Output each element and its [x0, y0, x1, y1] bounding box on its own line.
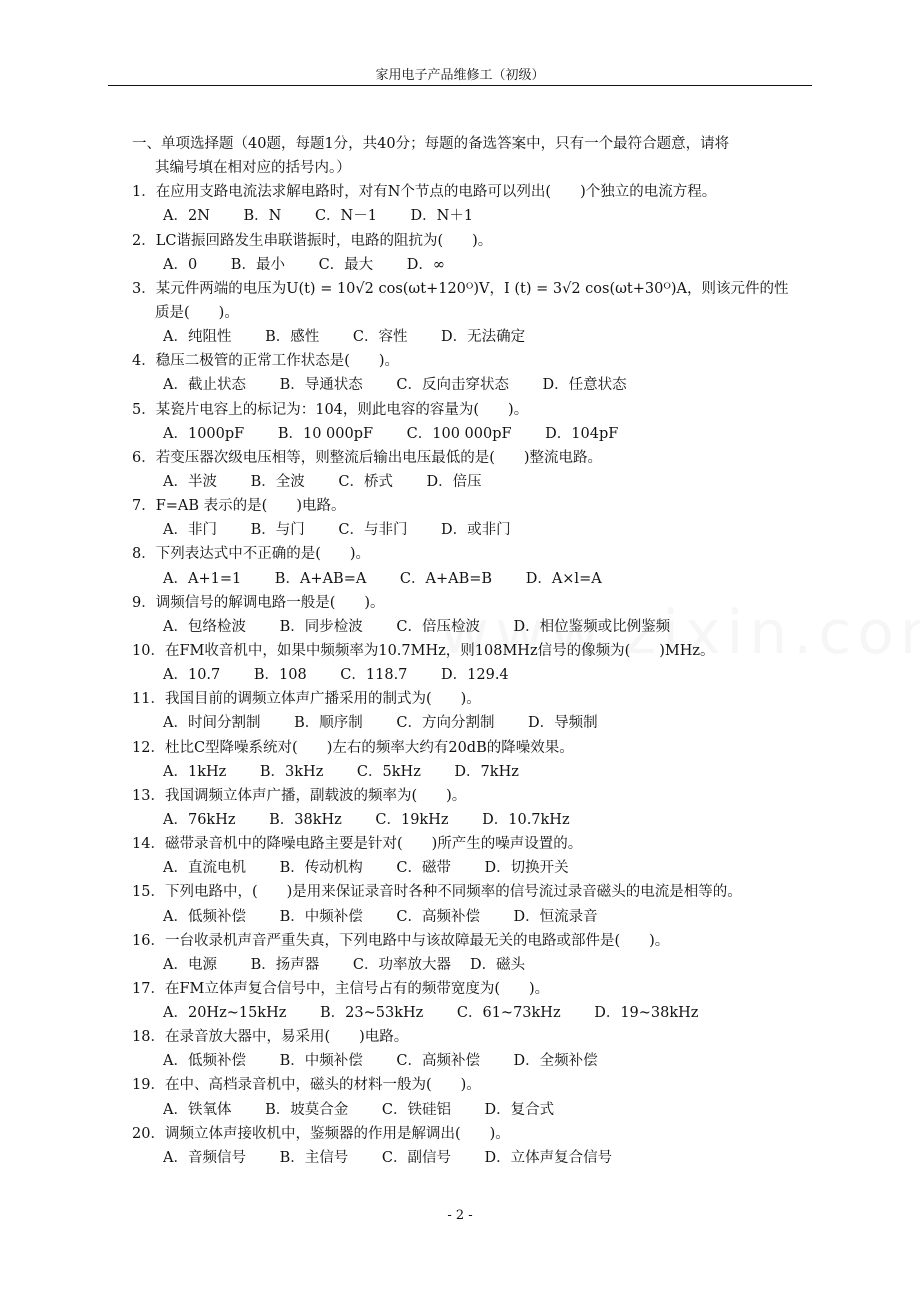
options-20: A．音频信号 B．主信号 C．副信号 D．立体声复合信号 — [163, 1149, 613, 1166]
question-12: 12．杜比C型降噪系统对( )左右的频率大约有20dB的降噪效果。 — [132, 739, 574, 756]
header-rule — [108, 85, 812, 86]
options-2: A．0 B．最小 C．最大 D．∞ — [163, 256, 445, 273]
question-5: 5．某瓷片电容上的标记为：104，则此电容的容量为( )。 — [132, 401, 529, 418]
options-16: A．电源 B．扬声器 C．功率放大器 D．磁头 — [163, 956, 526, 973]
page-number: - 2 - — [447, 1208, 473, 1223]
question-7: 7．F=AB 表示的是( )电路。 — [132, 498, 346, 515]
options-18: A．低频补偿 B．中频补偿 C．高频补偿 D．全频补偿 — [163, 1053, 598, 1070]
question-8: 8．下列表达式中不正确的是( )。 — [132, 546, 371, 563]
question-17: 17．在FM立体声复合信号中，主信号占有的频带宽度为( )。 — [132, 980, 550, 997]
options-9: A．包络检波 B．同步检波 C．倍压检波 D．相位鉴频或比例鉴频 — [163, 618, 671, 635]
question-3: 3．某元件两端的电压为U(t) = 10√2 cos(ωt+120ᴼ)V，I (t) = 3√2 cos(ωt+30ᴼ)A，则该元件的性 — [132, 280, 789, 297]
options-7: A．非门 B．与门 C．与非门 D．或非门 — [163, 522, 511, 539]
options-4: A．截止状态 B．导通状态 C．反向击穿状态 D．任意状态 — [163, 377, 627, 394]
options-13: A．76kHz B．38kHz C．19kHz D．10.7kHz — [163, 811, 570, 828]
section-heading: 一、单项选择题（40题，每题1分，共40分；每题的备选答案中，只有一个最符合题意，请将 — [132, 136, 730, 152]
question-15: 15．下列电路中，( )是用来保证录音时各种不同频率的信号流过录音磁头的电流是相等的。 — [132, 884, 742, 901]
page-header: 家用电子产品维修工（初级） — [375, 68, 545, 83]
options-14: A．直流电机 B．传动机构 C．磁带 D．切换开关 — [163, 860, 569, 877]
options-15: A．低频补偿 B．中频补偿 C．高频补偿 D．恒流录音 — [163, 908, 598, 925]
options-6: A．半波 B．全波 C．桥式 D．倍压 — [163, 473, 482, 490]
question-11: 11．我国目前的调频立体声广播采用的制式为( )。 — [132, 691, 481, 708]
question-13: 13．我国调频立体声广播，副载波的频率为( )。 — [132, 787, 467, 804]
question-18: 18．在录音放大器中，易采用( )电路。 — [132, 1029, 409, 1046]
question-2: 2．LC谐振回路发生串联谐振时，电路的阻抗为( )。 — [132, 232, 493, 249]
question-4: 4．稳压二极管的正常工作状态是( )。 — [132, 353, 400, 370]
options-10: A．10.7 B．108 C．118.7 D．129.4 — [163, 667, 509, 684]
question-3-continued: 质是( )。 — [155, 304, 239, 321]
options-12: A．1kHz B．3kHz C．5kHz D．7kHz — [163, 763, 519, 780]
options-19: A．铁氧体 B．坡莫合金 C．铁硅铝 D．复合式 — [163, 1101, 555, 1118]
question-list — [132, 132, 812, 1170]
question-1: 1．在应用支路电流法求解电路时，对有N个节点的电路可以列出( )个独立的电流方程。 — [132, 184, 717, 201]
options-11: A．时间分割制 B．顺序制 C．方向分割制 D．导频制 — [163, 715, 598, 732]
question-20: 20．调频立体声接收机中，鉴频器的作用是解调出( )。 — [132, 1125, 510, 1142]
section-heading-continued: 其编号填在相对应的括号内。） — [155, 160, 351, 177]
options-5: A．1000pF B．10 000pF C．100 000pF D．104pF — [163, 425, 619, 442]
question-14: 14．磁带录音机中的降噪电路主要是针对( )所产生的噪声设置的。 — [132, 836, 583, 853]
options-3: A．纯阻性 B．感性 C．容性 D．无法确定 — [163, 329, 526, 346]
options-17: A．20Hz~15kHz B．23~53kHz C．61~73kHz D．19~38kHz — [163, 1005, 699, 1022]
question-19: 19．在中、高档录音机中，磁头的材料一般为( )。 — [132, 1077, 481, 1094]
question-10: 10．在FM收音机中，如果中频频率为10.7MHz，则108MHz信号的像频为( )MHz。 — [132, 642, 715, 659]
question-9: 9．调频信号的解调电路一般是( )。 — [132, 594, 385, 611]
question-16: 16．一台收录机声音严重失真，下列电路中与该故障最无关的电路或部件是( )。 — [132, 932, 670, 949]
question-6: 6．若变压器次级电压相等，则整流后输出电压最低的是( )整流电路。 — [132, 449, 603, 466]
options-8: A．A+1=1 B．A+AB=A C．A+AB=B D．A×l=A — [163, 570, 602, 587]
options-1: A．2N B．N C．N－1 D．N＋1 — [163, 208, 474, 225]
